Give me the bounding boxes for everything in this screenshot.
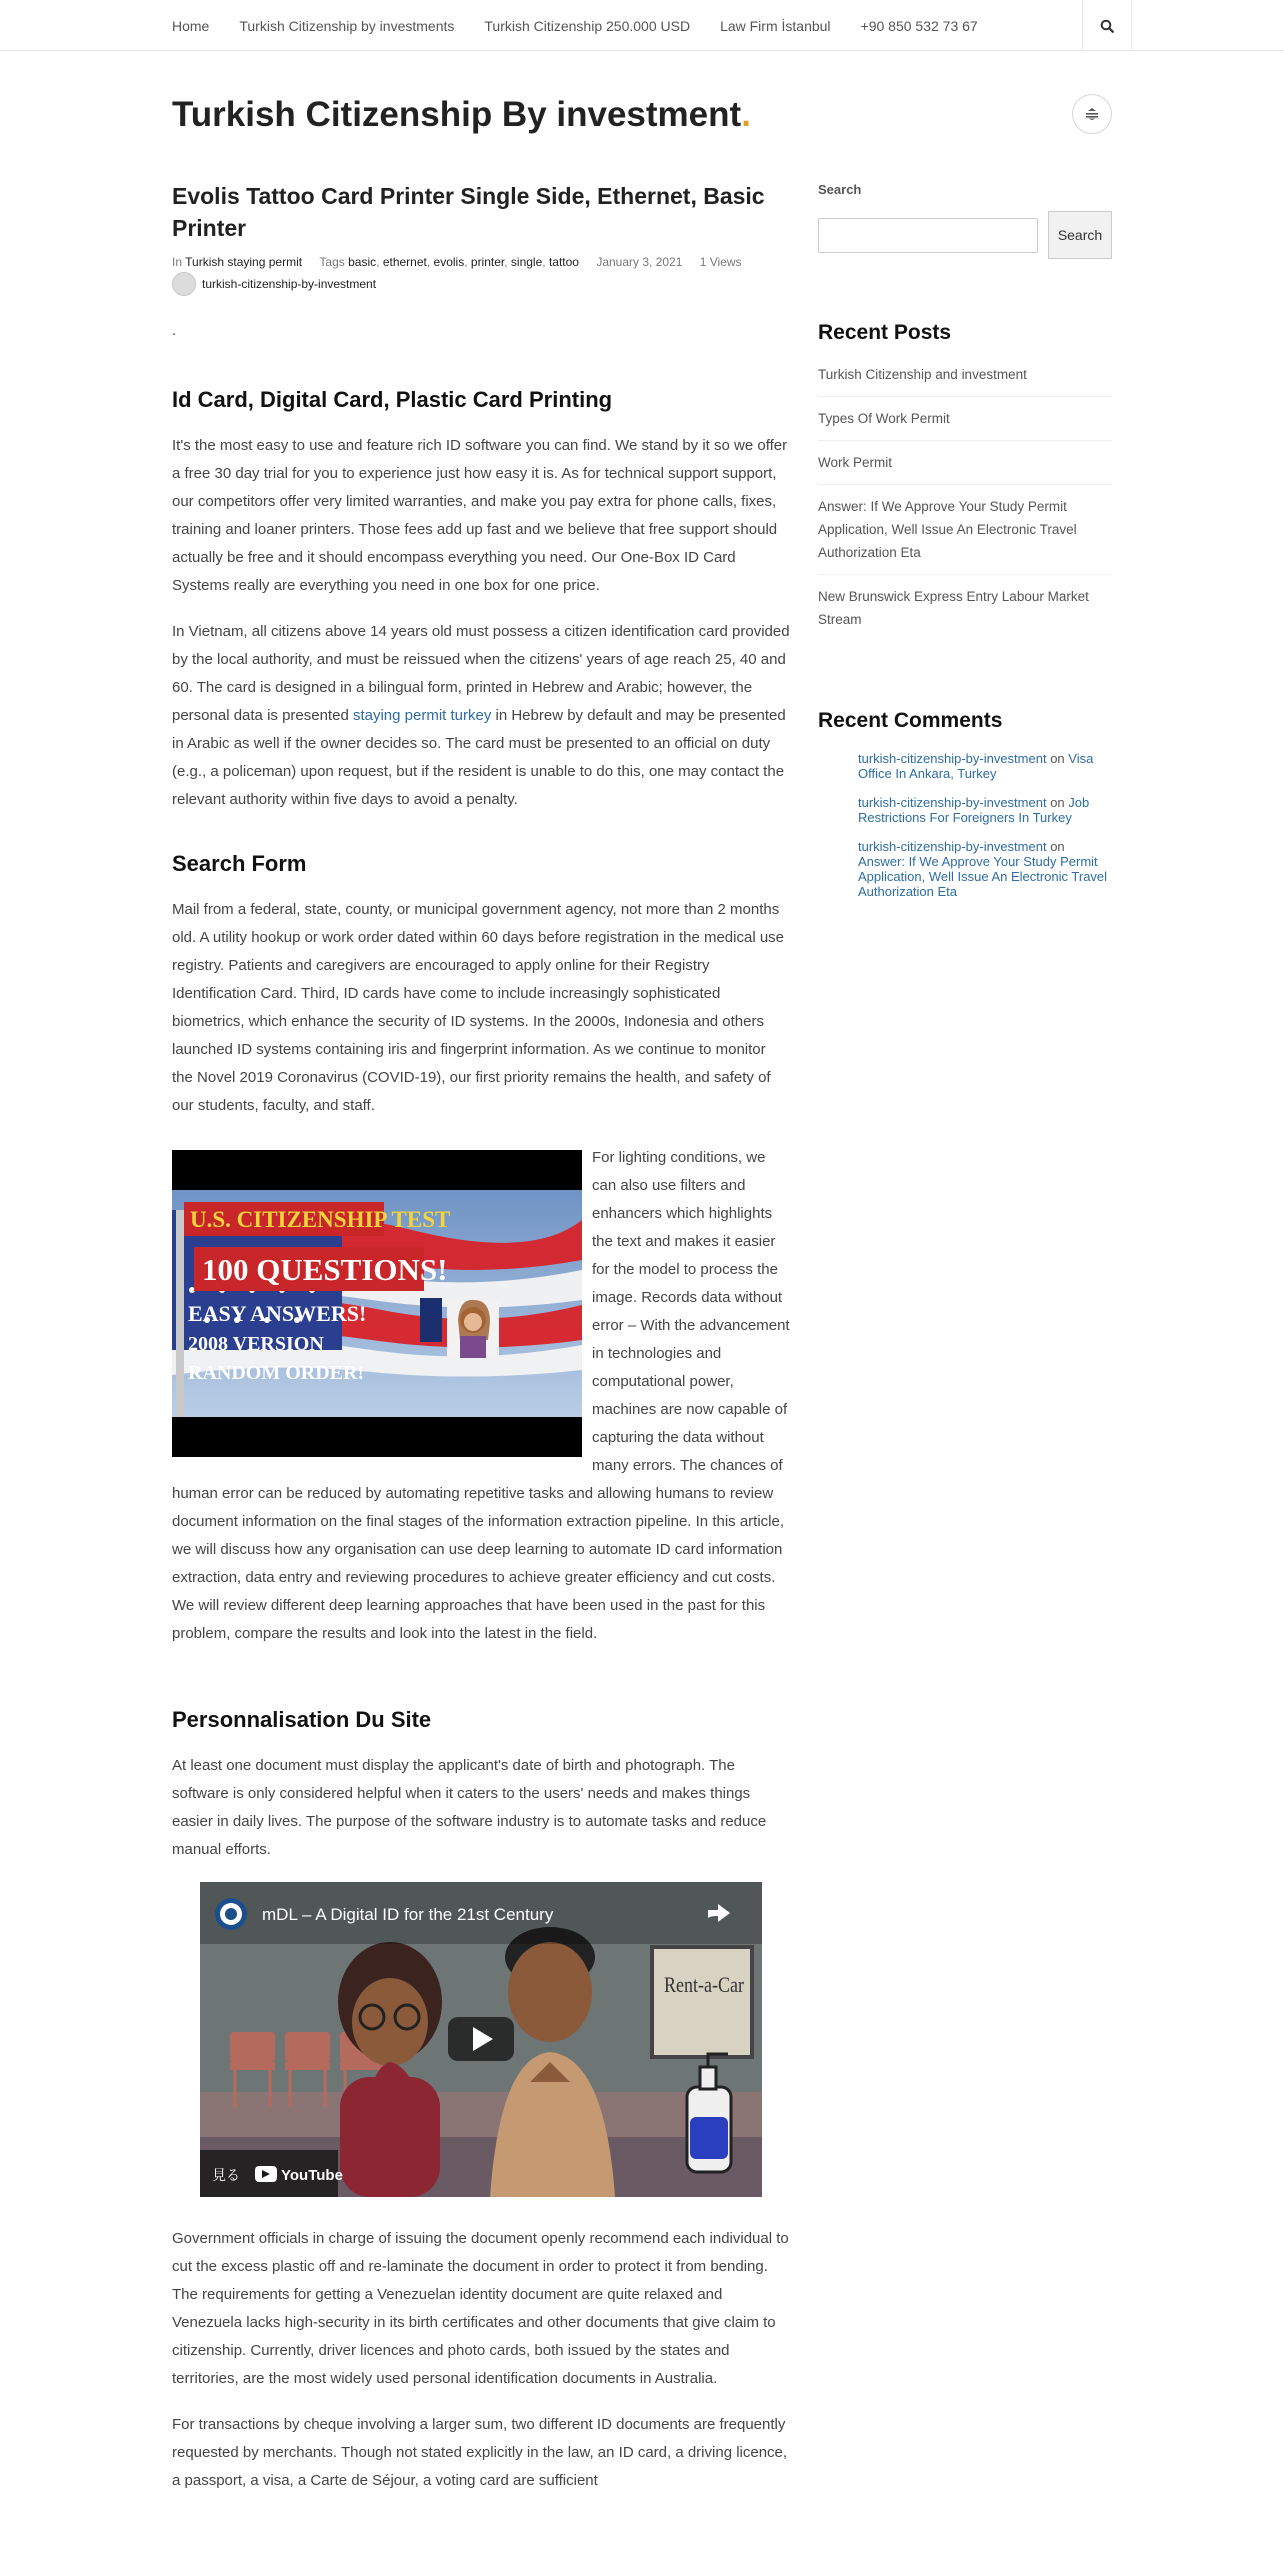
watch-label[interactable]: 見る <box>212 2168 240 2184</box>
staying-permit-link[interactable]: staying permit turkey <box>352 707 492 724</box>
section-heading-id-card: Id Card, Digital Card, Plastic Card Printing <box>172 387 613 412</box>
author-row <box>172 272 790 296</box>
author-link[interactable]: turkish-citizenship-by-investment <box>202 277 377 291</box>
comment-author-link[interactable]: turkish-citizenship-by-investment <box>858 839 1047 854</box>
video-title[interactable]: mDL – A Digital ID for the 21st Century <box>262 1905 554 1924</box>
avatar <box>172 272 196 296</box>
comment-author-link[interactable]: turkish-citizenship-by-investment <box>858 795 1047 810</box>
paragraph-text: In Vietnam, all citizens above 14 years old must possess a citizen identification card provided by the local authority, and must be reissued when the citizens' years of age reach 25, 40 and 60. The card is designed in a bilingual form, printed in Hebrew and Arabic; however, the personal data is presented <box>172 623 790 724</box>
recent-comments-title: Recent Comments <box>818 709 1003 732</box>
comment-on-label: on <box>1050 751 1065 766</box>
search-submit-button[interactable]: Search <box>1048 211 1112 259</box>
paragraph: For lighting conditions, we can also use filters and enhancers which highlights the text and makes it easier for the model to process the image. Records data without error – With the advancement in technologies and computational power, machines are now capable of capturing the data without many errors. The chances of human error can be reduced by automating repetitive tasks and allowing humans to review document information on the final stages of the information extraction pipeline. In this article, we will discuss how any organisation can use deep learning to automate ID card information extraction, data entry and reviewing procedures to achieve greater efficiency and cut costs. We will review different deep learning approaches that have been used in the past for this problem, compare the results and look into the latest in the field. <box>172 1149 790 1642</box>
image-text-block <box>172 1144 790 1666</box>
main-menu <box>172 0 1008 51</box>
image-caption-2: 100 QUESTIONS! <box>202 1252 448 1287</box>
recent-comment-item <box>858 751 1112 781</box>
recent-comments-list <box>818 751 1112 899</box>
menu-toggle-icon <box>1085 108 1099 120</box>
image-caption-4: 2008 VERSION <box>188 1333 324 1355</box>
youtube-logo-text[interactable]: YouTube <box>281 2167 343 2184</box>
citizenship-test-image <box>172 1150 582 1457</box>
nav-law-firm-istanbul[interactable]: Law Firm İstanbul <box>720 17 831 34</box>
comment-post-link[interactable]: Answer: If We Approve Your Study Permit Application, Well Issue An Electronic Travel Authorization Eta <box>858 854 1108 899</box>
nav-phone[interactable]: +90 850 532 73 67 <box>860 17 978 34</box>
comment-author-link[interactable]: turkish-citizenship-by-investment <box>858 751 1047 766</box>
post-meta: In Turkish staying permit Tags basic, ethernet, evolis, printer, single, tattoo January 3, 2021 1 Views <box>172 255 742 269</box>
search-label: Search <box>818 182 862 197</box>
sidebar-toggle-button[interactable] <box>1072 94 1112 134</box>
recent-comment-item <box>858 795 1112 825</box>
nav-turkish-citizenship-250000[interactable]: Turkish Citizenship 250.000 USD <box>484 17 691 34</box>
content-dot: . <box>172 322 177 339</box>
meta-date: January 3, 2021 <box>596 255 683 269</box>
comment-on-label: on <box>1050 795 1065 810</box>
paragraph <box>172 618 790 814</box>
image-caption-3: EASY ANSWERS! <box>188 1301 367 1326</box>
search-form <box>818 211 1112 259</box>
nav-turkish-citizenship-by-investments[interactable]: Turkish Citizenship by investments <box>239 17 455 34</box>
header-search-button[interactable] <box>1082 0 1132 51</box>
video-thumbnail <box>200 1882 762 2197</box>
main-content <box>172 180 790 2513</box>
recent-post-item[interactable]: Turkish Citizenship and investment <box>818 363 1112 397</box>
meta-views: 1 Views <box>699 255 742 269</box>
site-title-text: Turkish Citizenship By investment <box>172 95 742 134</box>
play-button[interactable] <box>448 2017 514 2061</box>
comment-post-link[interactable]: Job Restrictions For Foreigners In Turkey <box>858 795 1090 825</box>
site-title[interactable] <box>172 95 751 135</box>
paragraph-text: in Hebrew by default and may be presented in Arabic as well if the owner decides so. The card must be presented to an official on duty (e.g., a policeman) upon request, but if the resident is unable to do this, one may contact the relevant authority within five days to avoid a penalty. <box>172 707 786 808</box>
search-input[interactable] <box>818 218 1038 253</box>
paragraph: At least one document must display the applicant's date of birth and photograph. The software is only considered helpful when it caters to the users' needs and makes things easier in daily lives. The purpose of the software industry is to automate tasks and reduce manual efforts. <box>172 1757 767 1858</box>
comment-post-link[interactable]: Visa Office In Ankara, Turkey <box>858 751 1094 781</box>
top-navigation <box>0 0 1284 51</box>
search-icon <box>1100 19 1114 33</box>
comment-on-label: on <box>1050 839 1065 854</box>
video-sign-text: Rent-a-Car <box>664 1972 745 1997</box>
tag-link[interactable]: evolis <box>433 255 465 269</box>
post-title[interactable]: Evolis Tattoo Card Printer Single Side, Ethernet, Basic Printer <box>172 183 765 241</box>
recent-post-item[interactable]: New Brunswick Express Entry Labour Market Stream <box>818 589 1089 627</box>
section-heading-search-form: Search Form <box>172 851 307 876</box>
recent-post-item[interactable]: Answer: If We Approve Your Study Permit Application, Well Issue An Electronic Travel Authorization Eta <box>818 495 1112 575</box>
site-title-dot: . <box>741 95 751 134</box>
meta-in-label: In <box>172 255 183 269</box>
recent-comment-item <box>858 839 1112 899</box>
section-heading-personnalisation: Personnalisation Du Site <box>172 1707 432 1732</box>
nav-home[interactable]: Home <box>172 17 210 34</box>
recent-post-item[interactable]: Work Permit <box>818 451 1112 485</box>
paragraph: For transactions by cheque involving a larger sum, two different ID documents are frequently requested by merchants. Though not stated explicitly in the law, an ID card, a driving licence, a passport, a visa, a Carte de Séjour, a voting card are sufficient <box>172 2416 788 2489</box>
tag-link[interactable]: ethernet <box>382 255 427 269</box>
paragraph: Government officials in charge of issuing the document openly recommend each individual to cut the excess plastic off and re-laminate the document in order to protect it from bending. The requirements for getting a Venezuelan identity document are quite relaxed and Venezuela lacks high-security in its birth certificates and other documents that give claim to citizenship. Currently, driver licences and photo cards, both issued by the states and territories, are the most widely used personal identification documents in Australia. <box>172 2230 789 2387</box>
image-caption-5: RANDOM ORDER! <box>188 1362 365 1384</box>
recent-posts-list <box>818 363 1112 641</box>
meta-category[interactable]: Turkish staying permit <box>185 255 303 269</box>
paragraph: Mail from a federal, state, county, or municipal government agency, not more than 2 months old. A utility hookup or work order dated within 60 days before registration in the medical use registry. Patients and caregivers are encouraged to apply online for their Registry Identification Card. Third, ID cards have come to include increasingly sophisticated biometrics, which enhance the security of ID systems. In the 2000s, Indonesia and others launched ID systems containing iris and fingerprint information. As we continue to monitor the Novel 2019 Coronavirus (COVID-19), our first priority remains the health, and safety of our students, faculty, and staff. <box>172 901 785 1114</box>
tag-link[interactable]: basic <box>348 255 377 269</box>
youtube-video-embed[interactable] <box>200 1882 762 2197</box>
tag-link[interactable]: single <box>510 255 543 269</box>
meta-tags-label: Tags <box>319 255 345 269</box>
image-caption-1: U.S. CITIZENSHIP TEST <box>190 1207 451 1232</box>
flag-illustration <box>172 1150 582 1457</box>
tag-link[interactable]: tattoo <box>548 255 579 269</box>
recent-posts-title: Recent Posts <box>818 321 952 344</box>
paragraph: It's the most easy to use and feature rich ID software you can find. We stand by it so we offer a free 30 day trial for you to experience just how easy it is. As for technical support support, our competitors offer very limited warranties, and make you pay extra for phone calls, fixes, training and loaner printers. Those fees add up fast and we believe that free support should actually be free and it should encompass everything you need. Our One-Box ID Card Systems really are everything you need in one box for one price. <box>172 437 788 594</box>
recent-post-item[interactable]: Types Of Work Permit <box>818 407 1112 441</box>
tag-link[interactable]: printer <box>470 255 505 269</box>
sidebar <box>818 180 1112 913</box>
